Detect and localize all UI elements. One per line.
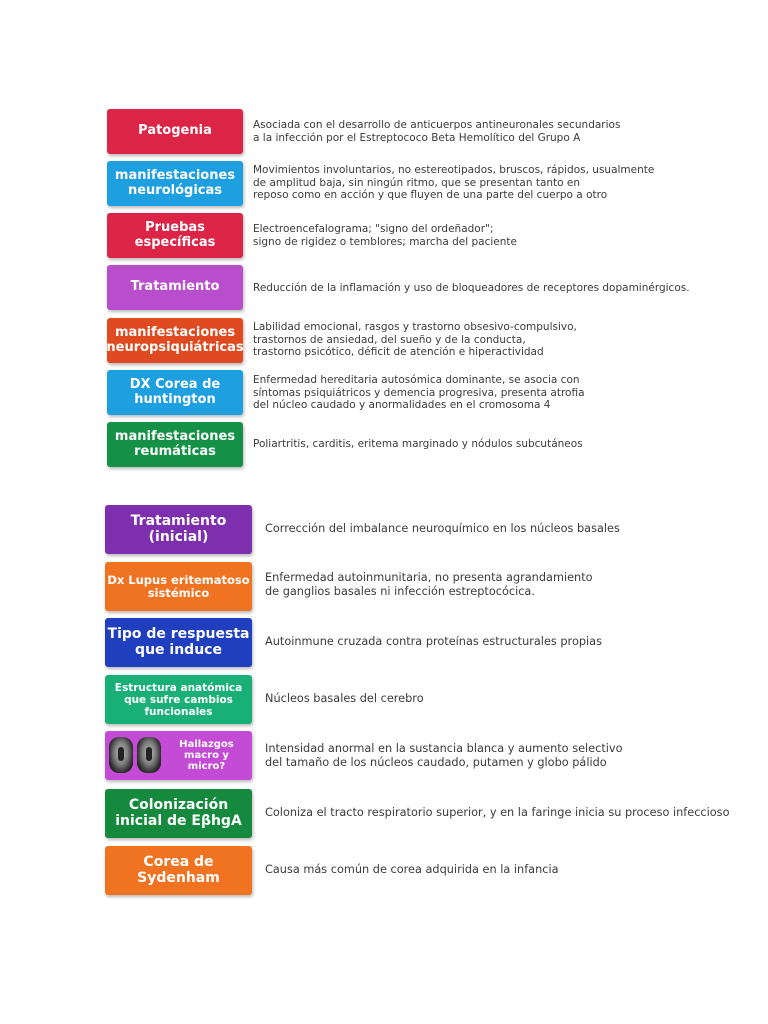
tile-patogenia: Patogenia	[107, 109, 243, 154]
description-hallazgos: Intensidad anormal en la sustancia blanca y aumento selectivo del tamaño de los núcleos caudado, putamen y globo pálido	[265, 742, 623, 769]
tile-pruebas-especificas: Pruebas específicas	[107, 213, 243, 258]
tile-hallazgos	[105, 731, 252, 780]
tile-dx-lupus: Dx Lupus eritematoso sistémico	[105, 562, 252, 611]
description-patogenia: Asociada con el desarrollo de anticuerpos antineuronales secundarios a la infección por el Estreptococo Beta Hemolítico del Grupo A	[253, 119, 621, 144]
description-estructura-anatomica: Núcleos basales del cerebro	[265, 692, 424, 705]
description-pruebas-especificas: Electroencefalograma; "signo del ordeñador"; signo de rigidez o temblores; marcha del paciente	[253, 223, 517, 248]
tile-dx-corea-huntington: DX Corea de huntington	[107, 370, 243, 415]
description-manifestaciones-reumaticas: Poliartritis, carditis, eritema marginado y nódulos subcutáneos	[253, 438, 583, 450]
tile-corea-de-sydenham: Corea de Sydenham	[105, 846, 252, 895]
tile-colonizacion-inicial: Colonización inicial de EβhgA	[105, 789, 252, 838]
description-tratamiento-inicial: Corrección del imbalance neuroquímico en los núcleos basales	[265, 522, 620, 535]
tile-tratamiento-inicial: Tratamiento (inicial)	[105, 505, 252, 554]
description-manifestaciones-neuropsiquiatricas: Labilidad emocional, rasgos y trastorno obsesivo-compulsivo, trastornos de ansiedad, del sueño y de la conducta, trastorno psicótico, déficit de atención e hiperactividad	[253, 321, 577, 359]
tile-manifestaciones-neurologicas: manifestaciones neurológicas	[107, 161, 243, 206]
description-dx-lupus: Enfermedad autoinmunitaria, no presenta agrandamiento de ganglios basales ni infección estreptocócica.	[265, 571, 593, 598]
tile-manifestaciones-reumaticas: manifestaciones reumáticas	[107, 422, 243, 467]
description-tipo-de-respuesta: Autoinmune cruzada contra proteínas estructurales propias	[265, 635, 602, 648]
description-manifestaciones-neurologicas: Movimientos involuntarios, no estereotipados, bruscos, rápidos, usualmente de amplitud baja, sin ningún ritmo, que se presentan tanto en reposo como en acción y que fluyen de una parte del cuerpo a otro	[253, 164, 655, 202]
description-corea-de-sydenham: Causa más común de corea adquirida en la infancia	[265, 863, 559, 876]
mri-brain-image-left	[109, 737, 133, 773]
tile-hallazgos-label: Hallazgos macro y micro?	[179, 739, 234, 772]
tile-estructura-anatomica: Estructura anatómica que sufre cambios funcionales	[105, 675, 252, 724]
tile-tratamiento: Tratamiento	[107, 265, 243, 310]
description-tratamiento: Reducción de la inflamación y uso de bloqueadores de receptores dopaminérgicos.	[253, 282, 690, 294]
tile-tipo-de-respuesta: Tipo de respuesta que induce	[105, 618, 252, 667]
tile-manifestaciones-neuropsiquiatricas: manifestaciones neuropsiquiátricas	[107, 318, 243, 363]
description-colonizacion-inicial: Coloniza el tracto respiratorio superior, y en la faringe inicia su proceso infeccioso	[265, 806, 730, 819]
description-dx-corea-huntington: Enfermedad hereditaria autosómica dominante, se asocia con síntomas psiquiátricos y demencia progresiva, presenta atrofia del núcleo caudado y anormalidades en el cromosoma 4	[253, 374, 585, 412]
mri-brain-image-right	[137, 737, 161, 773]
